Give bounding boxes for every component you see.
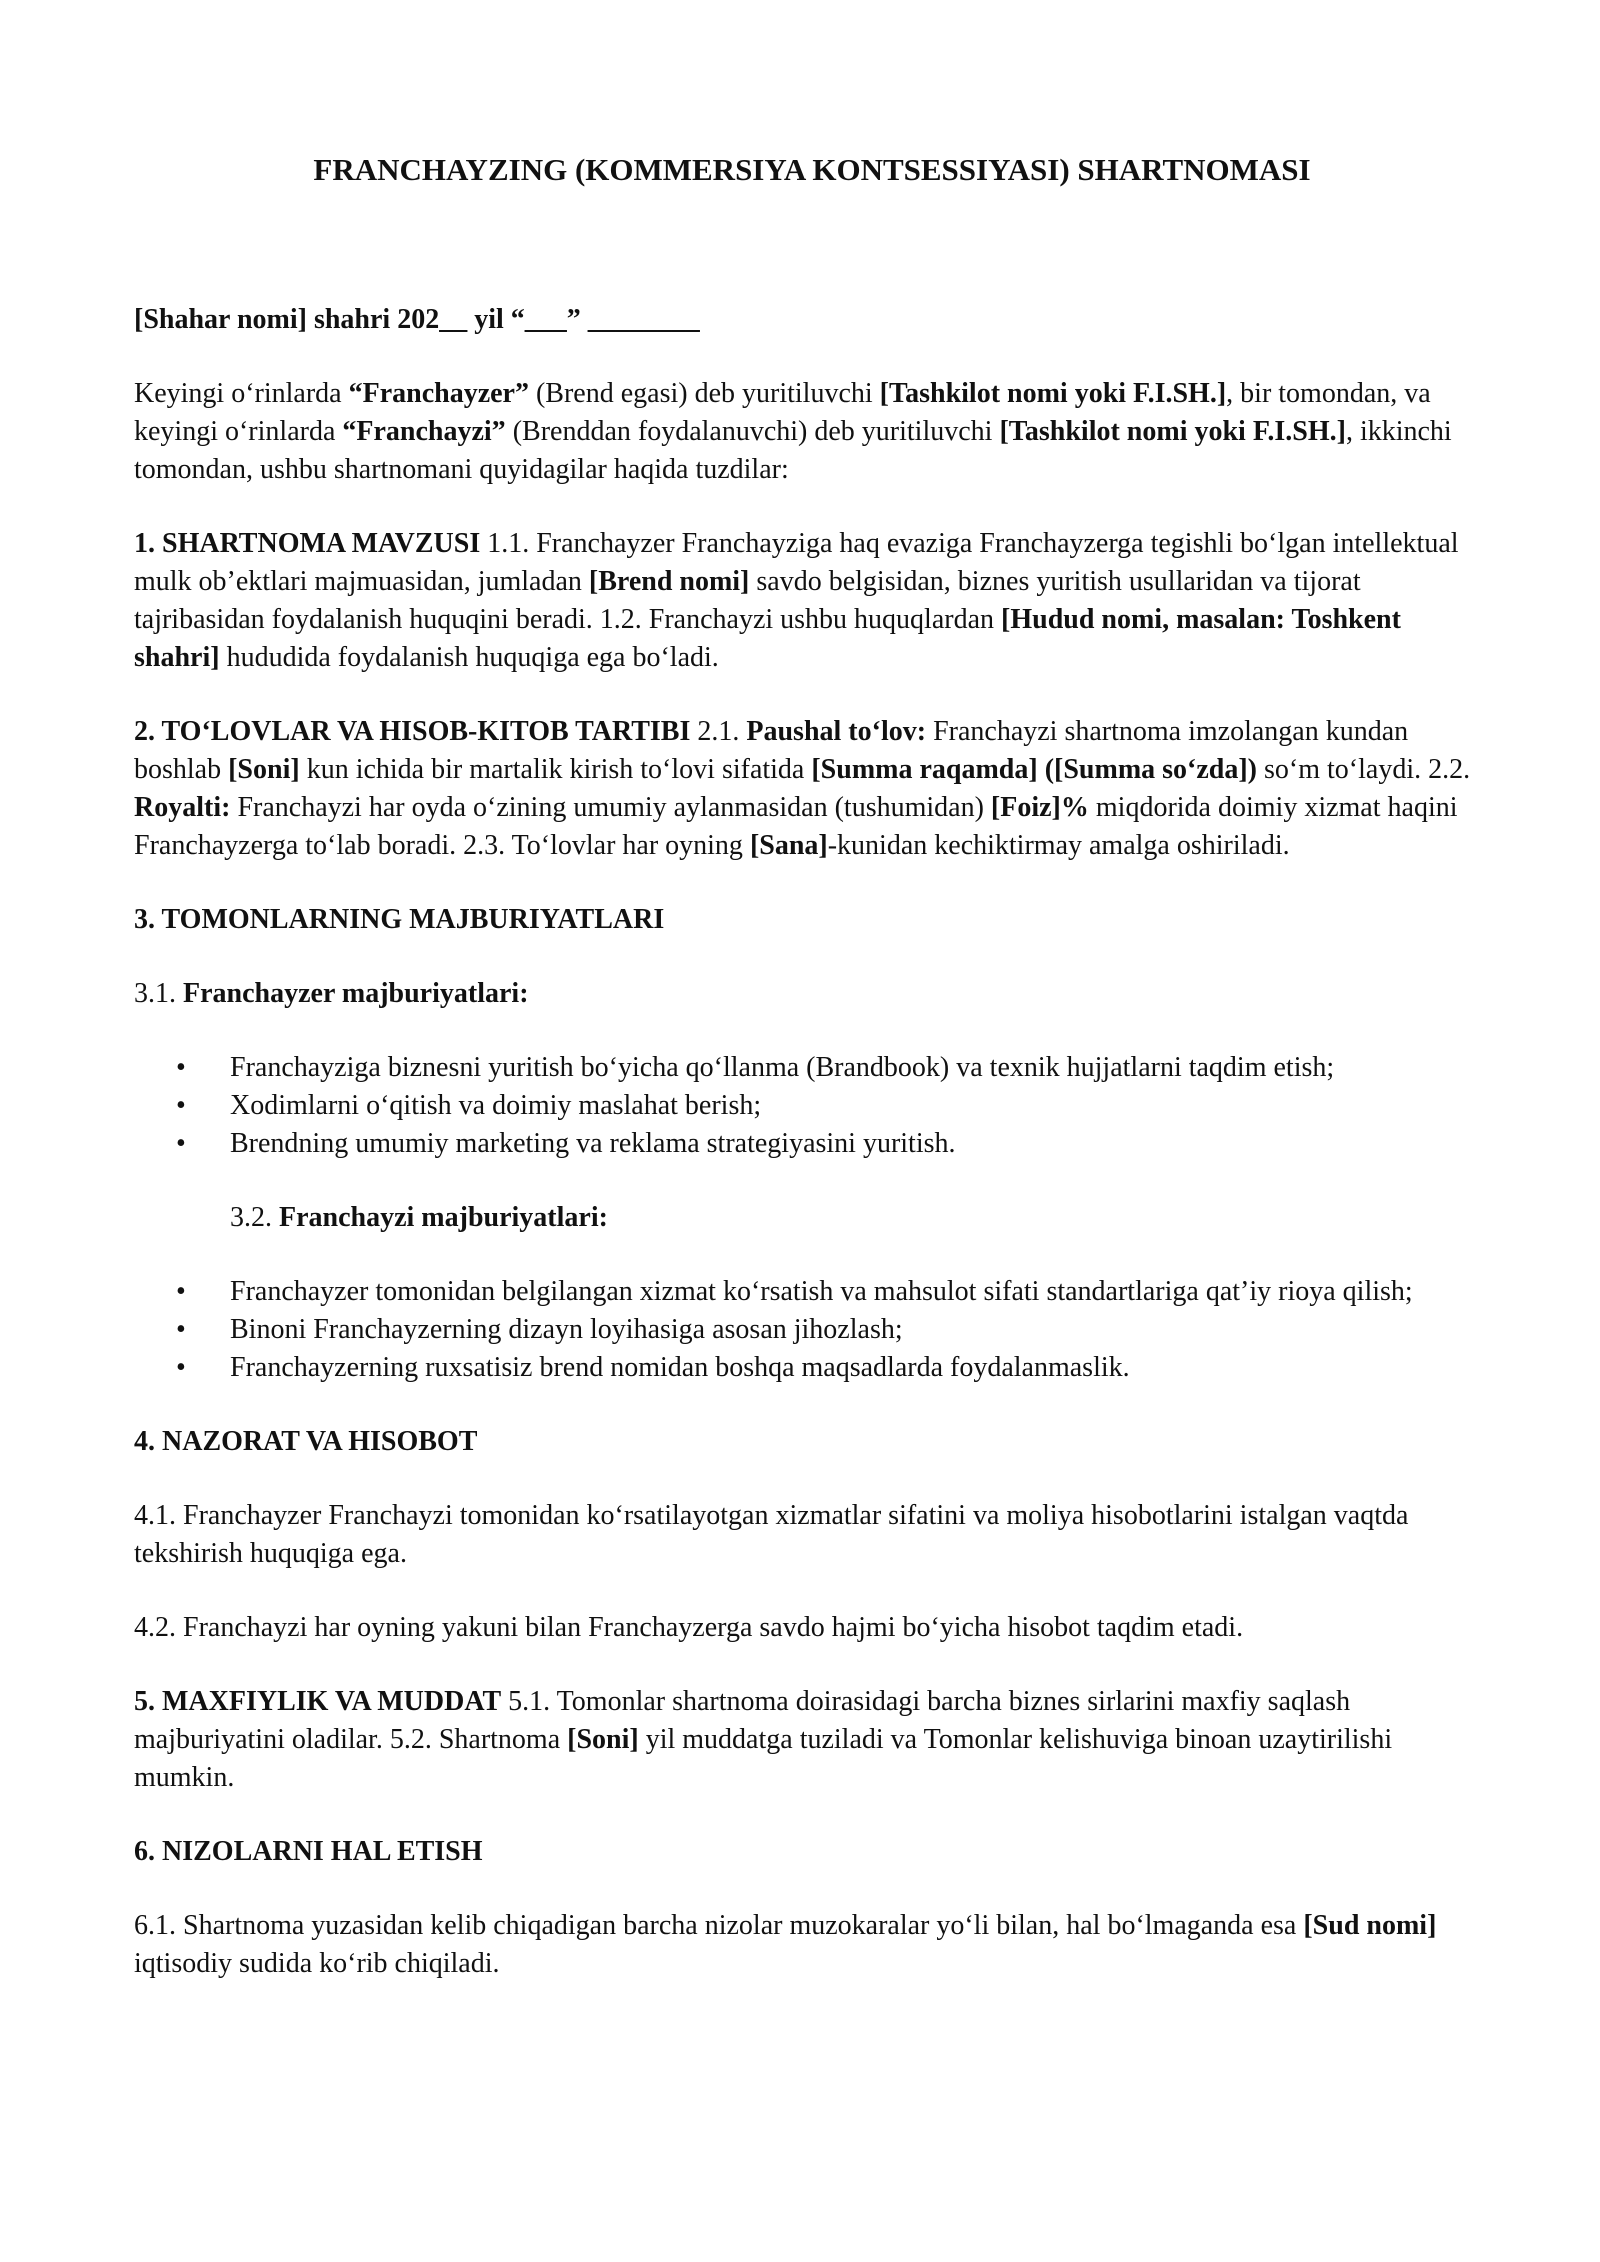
place-date-line: [Shahar nomi] shahri 202__ yil “___” ________ — [134, 304, 700, 335]
bullet-icon: • — [176, 1352, 186, 1383]
list-item: • Franchayzerning ruxsatisiz brend nomidan boshqa maqsadlarda foydalanmaslik. — [230, 1349, 1490, 1387]
list-item: • Xodimlarni o‘qitish va doimiy maslahat berish; — [230, 1087, 1490, 1125]
section-1-heading: 1. SHARTNOMA MAVZUSI — [134, 528, 481, 559]
bullet-icon: • — [176, 1052, 186, 1083]
section-2: 2. TO‘LOVLAR VA HISOB-KITOB TARTIBI 2.1. Paushal to‘lov: Franchayzi shartnoma imzolangan kundan boshlab [Soni] kun ichida bir martalik kirish to‘lovi sifatida [Summa raqamda] ([Summa so‘zda]) so‘m to‘laydi. 2.2. Royalti: Franchayzi har oyda o‘zining umumiy aylanmasidan (tushumidan) [Foiz]% miqdorida doimiy xizmat haqini Franchayzerga to‘lab boradi. 2.3. To‘lovlar har oyning [Sana]-kunidan kechiktirmay amalga oshiriladi. — [134, 716, 1471, 861]
document-title: FRANCHAYZING (KOMMERSIYA KONTSESSIYASI) SHARTNOMASI — [313, 152, 1311, 187]
bullet-icon: • — [176, 1128, 186, 1159]
franchayzi-obligations-list — [134, 1273, 1490, 1387]
list-item: • Binoni Franchayzerning dizayn loyihasiga asosan jihozlash; — [230, 1311, 1490, 1349]
bullet-icon: • — [176, 1090, 186, 1121]
section-4-paragraph-2: 4.2. Franchayzi har oyning yakuni bilan Franchayzerga savdo hajmi bo‘yicha hisobot taqdim etadi. — [134, 1612, 1244, 1643]
intro-paragraph: Keyingi o‘rinlarda “Franchayzer” (Brend egasi) deb yuritiluvchi [Tashkilot nomi yoki F.I.SH.], bir tomondan, va keyingi o‘rinlarda “Franchayzi” (Brenddan foydalanuvchi) deb yuritiluvchi [Tashkilot nomi yoki F.I.SH.], ikkinchi tomondan, ushbu shartnomani quyidagilar haqida tuzdilar: — [134, 378, 1452, 485]
section-1: 1. SHARTNOMA MAVZUSI 1.1. Franchayzer Franchayziga haq evaziga Franchayzerga tegishli bo‘lgan intellektual mulk ob’ektlari majmuasidan, jumladan [Brend nomi] savdo belgisidan, biznes yuritish usullaridan va tijorat tajribasidan foydalanish huquqini beradi. 1.2. Franchayzi ushbu huquqlardan [Hudud nomi, masalan: Toshkent shahri] hududida foydalanish huquqiga ega bo‘ladi. — [134, 528, 1459, 673]
subsection-3-2: 3.2. Franchayzi majburiyatlari: — [230, 1202, 608, 1233]
list-item: • Franchayzer tomonidan belgilangan xizmat ko‘rsatish va mahsulot sifati standartlariga qat’iy rioya qilish; — [230, 1273, 1490, 1311]
section-6-heading: 6. NIZOLARNI HAL ETISH — [134, 1836, 483, 1867]
section-5-heading: 5. MAXFIYLIK VA MUDDAT — [134, 1686, 502, 1717]
subsection-3-1: 3.1. Franchayzer majburiyatlari: — [134, 978, 529, 1009]
section-5: 5. MAXFIYLIK VA MUDDAT 5.1. Tomonlar shartnoma doirasidagi barcha biznes sirlarini maxfiy saqlash majburiyatini oladilar. 5.2. Shartnoma [Soni] yil muddatga tuziladi va Tomonlar kelishuviga binoan uzaytirilishi mumkin. — [134, 1686, 1393, 1793]
bullet-icon: • — [176, 1276, 186, 1307]
list-item: • Brendning umumiy marketing va reklama strategiyasini yuritish. — [230, 1125, 1490, 1163]
list-item: • Franchayziga biznesni yuritish bo‘yicha qo‘llanma (Brandbook) va texnik hujjatlarni taqdim etish; — [230, 1049, 1490, 1087]
section-4-paragraph-1: 4.1. Franchayzer Franchayzi tomonidan ko‘rsatilayotgan xizmatlar sifatini va moliya hisobotlarini istalgan vaqtda tekshirish huquqiga ega. — [134, 1500, 1409, 1569]
bullet-icon: • — [176, 1314, 186, 1345]
section-2-heading: 2. TO‘LOVLAR VA HISOB-KITOB TARTIBI — [134, 716, 691, 747]
section-6-paragraph: 6.1. Shartnoma yuzasidan kelib chiqadigan barcha nizolar muzokaralar yo‘li bilan, hal bo‘lmaganda esa [Sud nomi] iqtisodiy sudida ko‘rib chiqiladi. — [134, 1910, 1437, 1979]
section-4-heading: 4. NAZORAT VA HISOBOT — [134, 1426, 478, 1457]
franchayzer-obligations-list — [134, 1049, 1490, 1163]
section-3-heading: 3. TOMONLARNING MAJBURIYATLARI — [134, 904, 665, 935]
